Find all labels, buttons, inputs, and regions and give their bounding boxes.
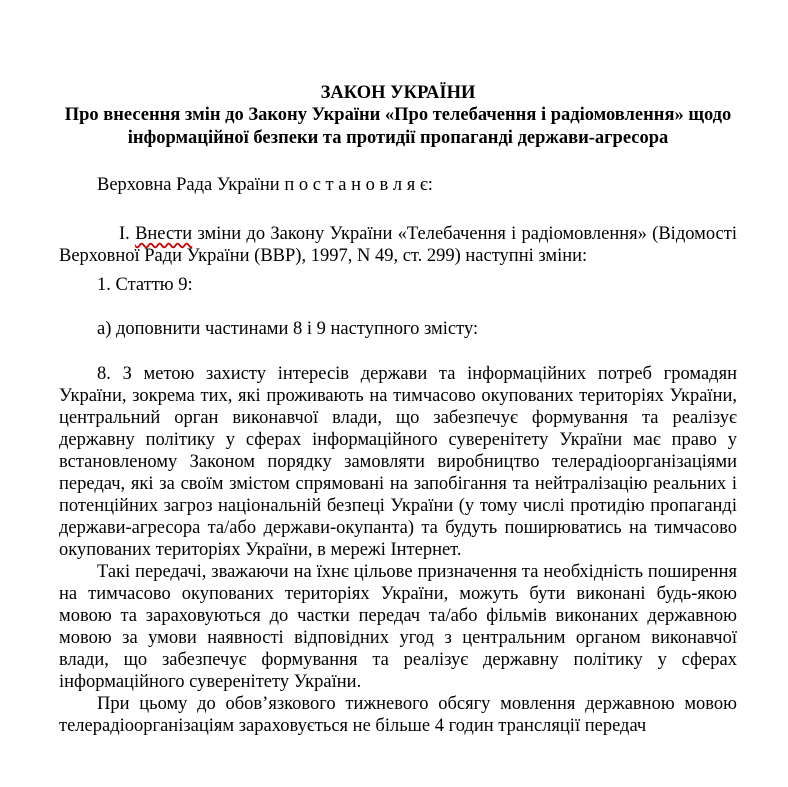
title-line-3: інформаційної безпеки та протидії пропаганді держави-агресора (127, 128, 669, 148)
item-1 (59, 223, 737, 267)
paragraph-8: 8. З метою захисту інтересів держави та інформаційних потреб громадян України, зокрема тих, які проживають на тимчасово окупованих територіях України, центральний орган виконавчої влади, що забезпечує формування та реалізує державну політику у сферах інформаційного суверенітету України має право у встановленому Законом порядку замовляти виробництво телерадіоорганізаціями передач, які за своїм змістом спрямовані на запобігання та нейтралізацію реальних і потенційних загроз національній безпеці України (у тому числі протидію пропаганді держави-агресора та/або держави-окупанта) та будуть поширюватись на тимчасово окупованих територіях України, в мережі Інтернет. (59, 364, 737, 560)
item-1-rest: зміни до Закону України «Телебачення і радіомовлення» (Відомості Верховної Ради України (ВВР), 1997, N 49, ст. 299) наступні зміни: (59, 224, 737, 266)
title-line-2: Про внесення змін до Закону України «Про телебачення і радіомовлення» щодо (64, 105, 732, 125)
preamble-text: Верховна Рада України (97, 175, 285, 195)
preamble (59, 174, 737, 196)
law-title (59, 82, 737, 150)
article-9: 1. Статтю 9: (97, 275, 193, 295)
document-page (59, 82, 737, 737)
preamble-spaced: п о с т а н о в л я є: (284, 175, 433, 195)
sub-item-a: а) доповнити частинами 8 і 9 наступного змісту: (97, 319, 479, 339)
paragraph-quota: При цьому до обов’язкового тижневого обсягу мовлення державною мовою телерадіоорганізаціям зараховується не більше 4 годин трансляції передач (59, 694, 737, 736)
item-1-number: I. (119, 224, 136, 244)
item-1-first-word: Внести (135, 224, 193, 244)
title-line-1: ЗАКОН УКРАЇНИ (320, 83, 476, 103)
paragraph-broadcasts: Такі передачі, зважаючи на їхнє цільове призначення та необхідність поширення на тимчасово окупованих територіях України, можуть бути виконані будь-якою мовою та зараховуються до частки передач та/або фільмів виконаних державною мовою за умови наявності відповідних угод з центральним органом виконавчої влади, що забезпечує формування та реалізує державну політику у сферах інформаційного суверенітету України. (59, 562, 737, 692)
